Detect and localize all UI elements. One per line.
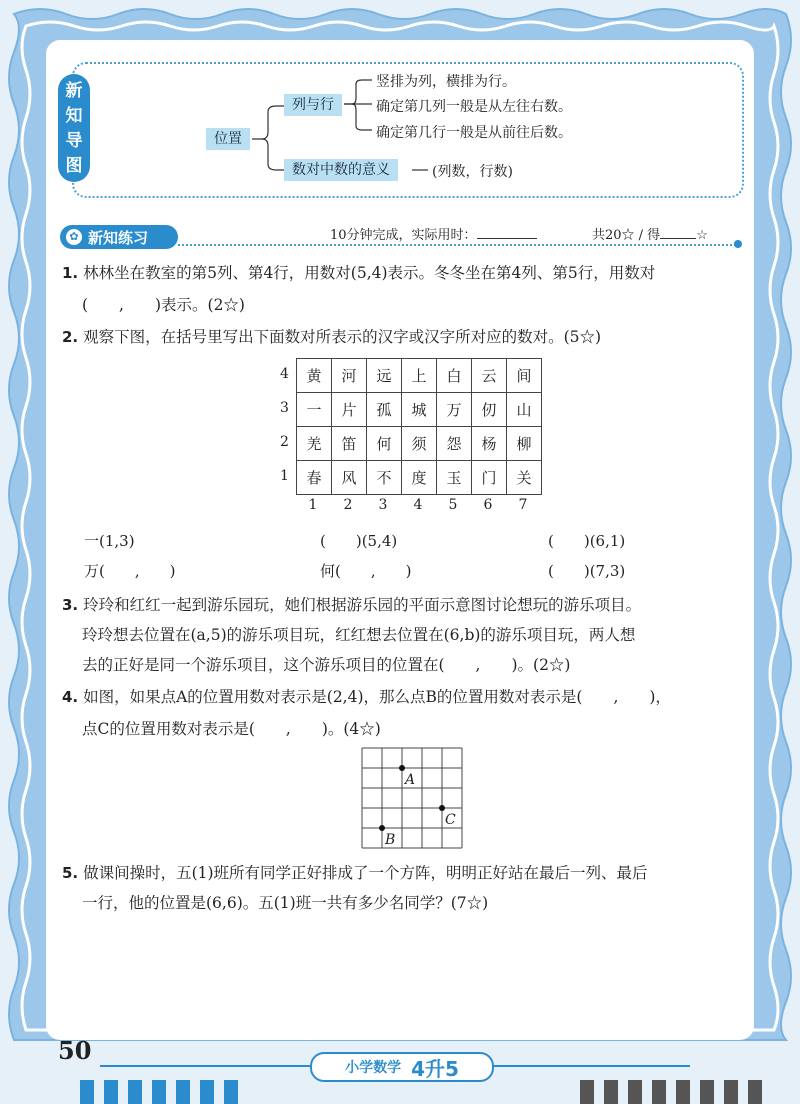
answer-blank[interactable]: 何( , )	[320, 562, 412, 580]
tag-char: 知	[65, 105, 83, 126]
section-badge	[60, 225, 178, 249]
grid-cell: 城	[402, 393, 437, 427]
question-text: 如图，如果点A的位置用数对表示是(2,4)，那么点B的位置用数对表示是( , )，	[83, 688, 671, 706]
point-a	[399, 765, 405, 771]
question-3-line3: 去的正好是同一个游乐项目，这个游乐项目的位置在( , )。(2☆)	[82, 656, 571, 674]
grid-cell: 杨	[472, 427, 507, 461]
grid-col-label: 6	[483, 497, 493, 513]
question-1-line2: ( , )表示。(2☆)	[82, 296, 245, 314]
footer-badge	[310, 1052, 494, 1082]
point-label-b: B	[385, 832, 396, 848]
grid-cell: 白	[437, 359, 472, 393]
grid-cell: 黄	[297, 359, 332, 393]
mind-map-branch-rows-cols: 列与行	[284, 94, 342, 116]
question-5	[62, 858, 648, 888]
score-blank[interactable]	[660, 224, 696, 239]
time-blank[interactable]	[477, 224, 537, 239]
question-3	[62, 590, 641, 620]
footer-bars-left	[80, 1080, 238, 1104]
question-5-line2: 一行，他的位置是(6,6)。五(1)班一共有多少名同学？(7☆)	[82, 894, 489, 912]
grid-cell: 何	[367, 427, 402, 461]
question-1	[62, 258, 655, 288]
medal-icon: ✿	[66, 229, 82, 245]
mind-map-note: (列数，行数)	[432, 164, 513, 180]
grid-row	[297, 393, 542, 427]
character-grid	[296, 358, 542, 495]
grid-cell: 云	[472, 359, 507, 393]
question-text: 玲玲和红红一起到游乐园玩，她们根据游乐园的平面示意图讨论想玩的游乐项目。	[83, 596, 642, 614]
grid-cell: 玉	[437, 461, 472, 495]
grid-row	[297, 359, 542, 393]
footer-subject: 小学数学	[345, 1060, 402, 1076]
question-4-line2: 点C的位置用数对表示是( , )。(4☆)	[82, 720, 381, 738]
answer-blank[interactable]: ( )(5,4)	[320, 532, 398, 550]
grid-cell: 万	[437, 393, 472, 427]
grid-cell: 笛	[332, 427, 367, 461]
point-b	[379, 825, 385, 831]
grid-row	[297, 461, 542, 495]
section-divider-dot	[734, 240, 742, 248]
tag-char: 图	[65, 155, 83, 176]
time-label: 10分钟完成，实际用时：	[330, 228, 477, 243]
tag-char: 导	[65, 130, 83, 151]
point-label-a: A	[405, 772, 416, 788]
mind-map-item: 竖排为列，横排为行。	[376, 74, 516, 90]
mind-map-item: 确定第几列一般是从左往右数。	[376, 99, 572, 115]
question-number: 4.	[62, 688, 79, 706]
point-label-c: C	[445, 812, 456, 828]
time-info	[330, 224, 537, 243]
grid-cell: 远	[367, 359, 402, 393]
grid-row-label: 2	[280, 434, 289, 450]
question-number: 3.	[62, 596, 79, 614]
grid-col-label: 3	[378, 497, 388, 513]
footer-grade: 4升5	[411, 1056, 459, 1081]
grid-col-label: 5	[448, 497, 458, 513]
point-grid	[360, 746, 470, 852]
grid-row-label: 3	[280, 400, 289, 416]
mind-map-branch-pair-meaning: 数对中数的意义	[284, 159, 398, 181]
answer-blank[interactable]: ( )(6,1)	[548, 532, 626, 550]
footer-line	[100, 1065, 310, 1067]
grid-cell: 度	[402, 461, 437, 495]
grid-cell: 山	[507, 393, 542, 427]
answer-blank[interactable]: 一(1,3)	[84, 532, 135, 550]
grid-cell: 间	[507, 359, 542, 393]
page-number: 50	[58, 1036, 92, 1065]
section-divider	[178, 244, 736, 246]
grid-cell: 一	[297, 393, 332, 427]
grid-cell: 须	[402, 427, 437, 461]
grid-cell: 仞	[472, 393, 507, 427]
score-suffix: ☆	[696, 228, 708, 243]
score-info	[592, 224, 708, 243]
grid-cell: 羌	[297, 427, 332, 461]
grid-col-label: 7	[518, 497, 528, 513]
question-text: 观察下图，在括号里写出下面数对所表示的汉字或汉字所对应的数对。(5☆)	[83, 328, 602, 346]
grid-cell: 春	[297, 461, 332, 495]
grid-col-label: 1	[308, 497, 318, 513]
section-title: 新知练习	[88, 228, 149, 247]
score-label: 共20☆ / 得	[592, 228, 661, 243]
grid-row-label: 4	[280, 366, 289, 382]
point-c	[439, 805, 445, 811]
mind-map-item: 确定第几行一般是从前往后数。	[376, 125, 572, 141]
grid-cell: 风	[332, 461, 367, 495]
grid-cell: 关	[507, 461, 542, 495]
grid-cell: 不	[367, 461, 402, 495]
grid-cell: 怨	[437, 427, 472, 461]
answer-blank[interactable]: 万( , )	[84, 562, 176, 580]
grid-cell: 孤	[367, 393, 402, 427]
question-4	[62, 682, 671, 712]
question-number: 1.	[62, 264, 79, 282]
question-3-line2: 玲玲想去位置在(a,5)的游乐项目玩，红红想去位置在(6,b)的游乐项目玩，两人想	[82, 626, 636, 644]
grid-col-label: 2	[343, 497, 353, 513]
tag-char: 新	[65, 80, 83, 101]
grid-cell: 门	[472, 461, 507, 495]
grid-cell: 上	[402, 359, 437, 393]
grid-row	[297, 427, 542, 461]
grid-row-label: 1	[280, 468, 289, 484]
mind-map-root: 位置	[206, 128, 250, 150]
question-text: 林林坐在教室的第5列、第4行，用数对(5,4)表示。冬冬坐在第4列、第5行，用数对	[83, 264, 656, 282]
question-2	[62, 322, 601, 352]
footer-line	[490, 1065, 690, 1067]
question-number: 5.	[62, 864, 79, 882]
question-text: 做课间操时，五(1)班所有同学正好排成了一个方阵，明明正好站在最后一列、最后	[83, 864, 648, 882]
grid-cell: 河	[332, 359, 367, 393]
grid-cell: 片	[332, 393, 367, 427]
question-number: 2.	[62, 328, 79, 346]
footer-bars-right	[580, 1080, 762, 1104]
answer-blank[interactable]: ( )(7,3)	[548, 562, 626, 580]
grid-col-label: 4	[413, 497, 423, 513]
grid-cell: 柳	[507, 427, 542, 461]
